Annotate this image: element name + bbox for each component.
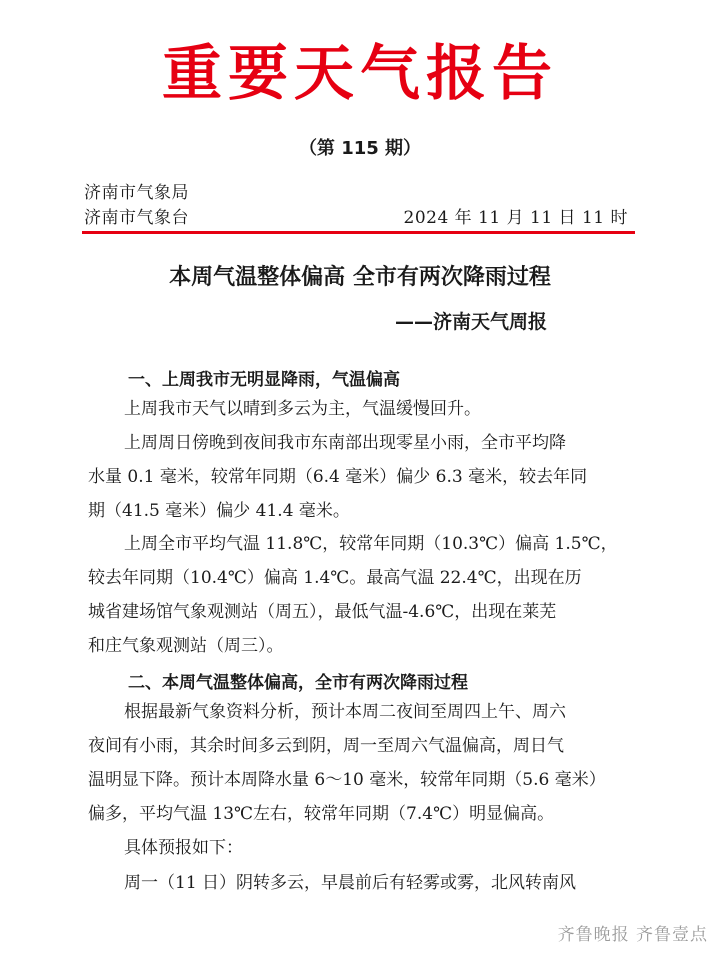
issuer-observatory: 济南市气象台 — [84, 208, 189, 228]
text-line: 和庄气象观测站（周三）。 — [88, 636, 284, 656]
section-1-paragraph-1 — [88, 392, 668, 426]
text-line: 期（41.5 毫米）偏少 41.4 毫米。 — [88, 501, 350, 521]
text-line: 上周周日傍晚到夜间我市东南部出现零星小雨，全市平均降 — [124, 433, 566, 453]
section-2-paragraph-3 — [88, 866, 668, 900]
issue-number: （第 115 期） — [298, 138, 422, 159]
text-line: 夜间有小雨，其余时间多云到阴，周一至周六气温偏高，周日气 — [88, 736, 564, 756]
watermark: 齐鲁晚报 齐鲁壹点 — [557, 925, 708, 945]
text-line: 城省建场馆气象观测站（周五），最低气温-4.6℃，出现在莱芜 — [88, 602, 557, 622]
report-title: 重要天气报告 — [162, 39, 558, 109]
headline-subtitle: ——济南天气周报 — [395, 311, 548, 333]
issuer-bureau: 济南市气象局 — [84, 183, 189, 203]
text-line: 上周全市平均气温 11.8℃，较常年同期（10.3℃）偏高 1.5℃， — [124, 534, 618, 554]
text-line: 水量 0.1 毫米，较常年同期（6.4 毫米）偏少 6.3 毫米，较去年同 — [88, 467, 588, 487]
issue-datetime: 2024 年 11 月 11 日 11 时 — [403, 208, 628, 228]
text-line: 周一（11 日）阴转多云，早晨前后有轻雾或雾，北风转南风 — [124, 873, 577, 893]
section-2-paragraph-2 — [88, 831, 668, 865]
section-1-title: 一、上周我市无明显降雨，气温偏高 — [128, 370, 400, 390]
text-line: 根据最新气象资料分析，预计本周二夜间至周四上午、周六 — [124, 702, 566, 722]
section-2-title: 二、本周气温整体偏高，全市有两次降雨过程 — [128, 673, 468, 693]
section-2-paragraph-1 — [88, 695, 668, 831]
text-line: 较去年同期（10.4℃）偏高 1.4℃。最高气温 22.4℃，出现在历 — [88, 568, 582, 588]
headline: 本周气温整体偏高 全市有两次降雨过程 — [169, 265, 551, 290]
red-divider — [82, 231, 635, 234]
section-1-paragraph-2 — [88, 426, 668, 528]
text-line: 具体预报如下： — [124, 838, 243, 858]
text-line: 上周我市天气以晴到多云为主，气温缓慢回升。 — [124, 399, 481, 419]
text-line: 温明显下降。预计本周降水量 6～10 毫米，较常年同期（5.6 毫米） — [88, 770, 606, 790]
text-line: 偏多，平均气温 13℃左右，较常年同期（7.4℃）明显偏高。 — [88, 804, 555, 824]
section-1-paragraph-3 — [88, 527, 668, 663]
